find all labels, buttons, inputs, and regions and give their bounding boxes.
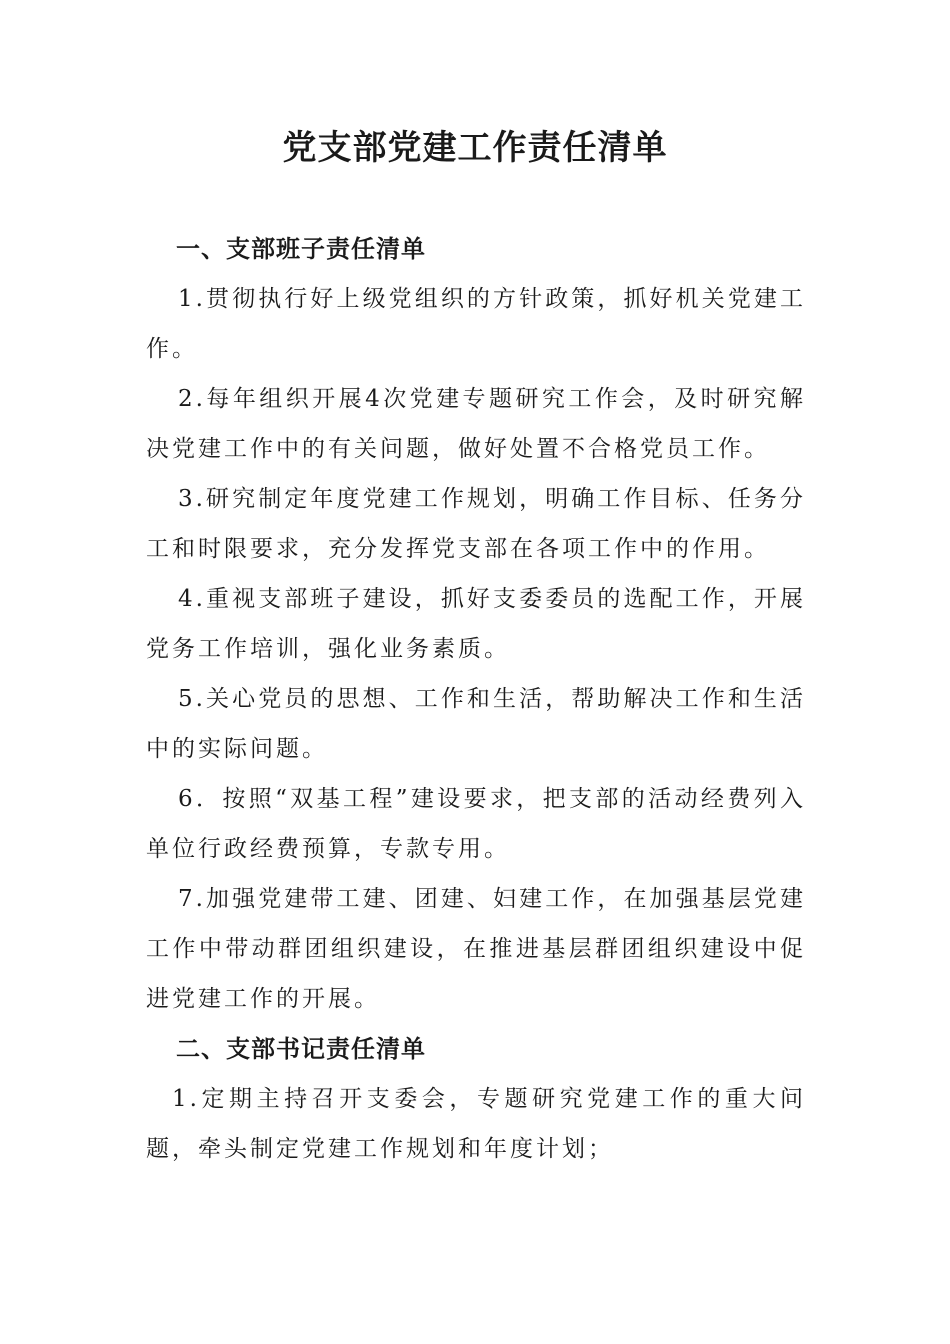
team-item-1: 1.贯彻执行好上级党组织的方针政策，抓好机关党建工作。 [146,286,806,362]
team-item-2: 2.每年组织开展4次党建专题研究工作会，及时研究解决党建工作中的有关问题，做好处置不合格党员工作。 [146,386,806,462]
section-heading-team: 一、支部班子责任清单 [176,235,426,263]
team-item-6: 6．按照“双基工程”建设要求，把支部的活动经费列入单位行政经费预算，专款专用。 [146,786,806,862]
team-item-4: 4.重视支部班子建设，抓好支委委员的选配工作，开展党务工作培训，强化业务素质。 [146,586,806,662]
secretary-item-1: 1.定期主持召开支委会，专题研究党建工作的重大问题，牵头制定党建工作规划和年度计划； [146,1086,806,1162]
document-body [146,224,806,1174]
team-item-7: 7.加强党建带工建、团建、妇建工作，在加强基层党建工作中带动群团组织建设，在推进基层群团组织建设中促进党建工作的开展。 [146,886,806,1012]
section-heading-secretary: 二、支部书记责任清单 [176,1035,426,1063]
team-item-3: 3.研究制定年度党建工作规划，明确工作目标、任务分工和时限要求，充分发挥党支部在各项工作中的作用。 [146,486,806,562]
team-item-5: 5.关心党员的思想、工作和生活，帮助解决工作和生活中的实际问题。 [146,686,806,762]
document-title: 党支部党建工作责任清单 [282,128,668,168]
